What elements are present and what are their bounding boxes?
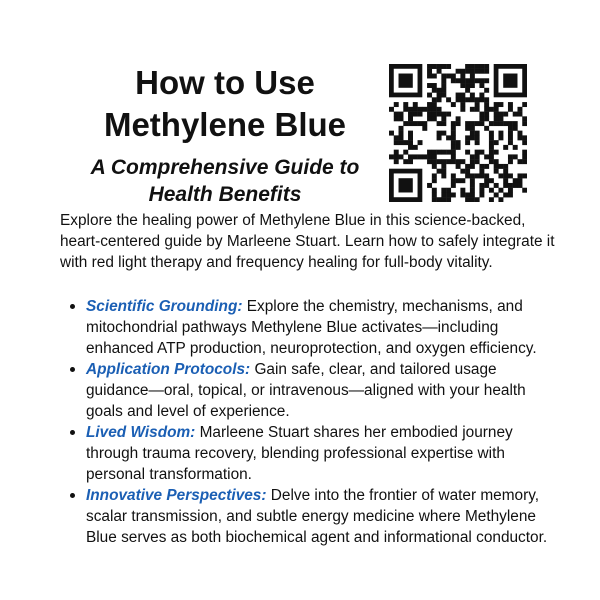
title-block — [60, 62, 390, 208]
page-title-line-1: How to Use — [135, 64, 315, 101]
qr-code-icon — [389, 64, 527, 202]
list-item — [60, 359, 550, 422]
bullet-text: Gain safe, clear, and tailored usage guidance—oral, topical, or intravenous—aligned with your health goals and level of experience. — [86, 361, 526, 420]
page-title-line-2: Methylene Blue — [103, 106, 347, 143]
bullet-dot — [70, 430, 75, 435]
list-item — [60, 296, 550, 359]
bullet-heading: Lived Wisdom: — [86, 424, 196, 441]
bullet-heading: Scientific Grounding: — [86, 298, 243, 315]
bullet-dot — [70, 304, 75, 309]
bullet-dot — [70, 493, 75, 498]
bullet-text: Marleene Stuart shares her embodied journey through trauma recovery, blending professional expertise with personal transformation. — [86, 424, 513, 483]
bullet-dot — [70, 367, 75, 372]
bullet-text: Delve into the frontier of water memory, scalar transmission, and subtle energy medicine where Methylene Blue serves as both biochemical agent and informational conductor. — [86, 487, 548, 546]
feature-list — [60, 296, 550, 548]
bullet-heading: Innovative Perspectives: — [86, 487, 267, 504]
subtitle — [60, 154, 390, 208]
bullet-heading: Application Protocols: — [86, 361, 251, 378]
bullet-text: Explore the chemistry, mechanisms, and mitochondrial pathways Methylene Blue activates—including enhanced ATP production, neuroprotection, and oxygen efficiency. — [86, 298, 537, 357]
intro-paragraph: Explore the healing power of Methylene Blue in this science-backed, heart-centered guide by Marleene Stuart. Learn how to safely integrate it with red light therapy and frequency healing for full-body vitality. — [60, 212, 555, 271]
list-item — [60, 422, 550, 485]
subtitle-line-2: Health Benefits — [148, 183, 302, 206]
subtitle-line-1: A Comprehensive Guide to — [90, 156, 360, 179]
list-item — [60, 485, 550, 548]
